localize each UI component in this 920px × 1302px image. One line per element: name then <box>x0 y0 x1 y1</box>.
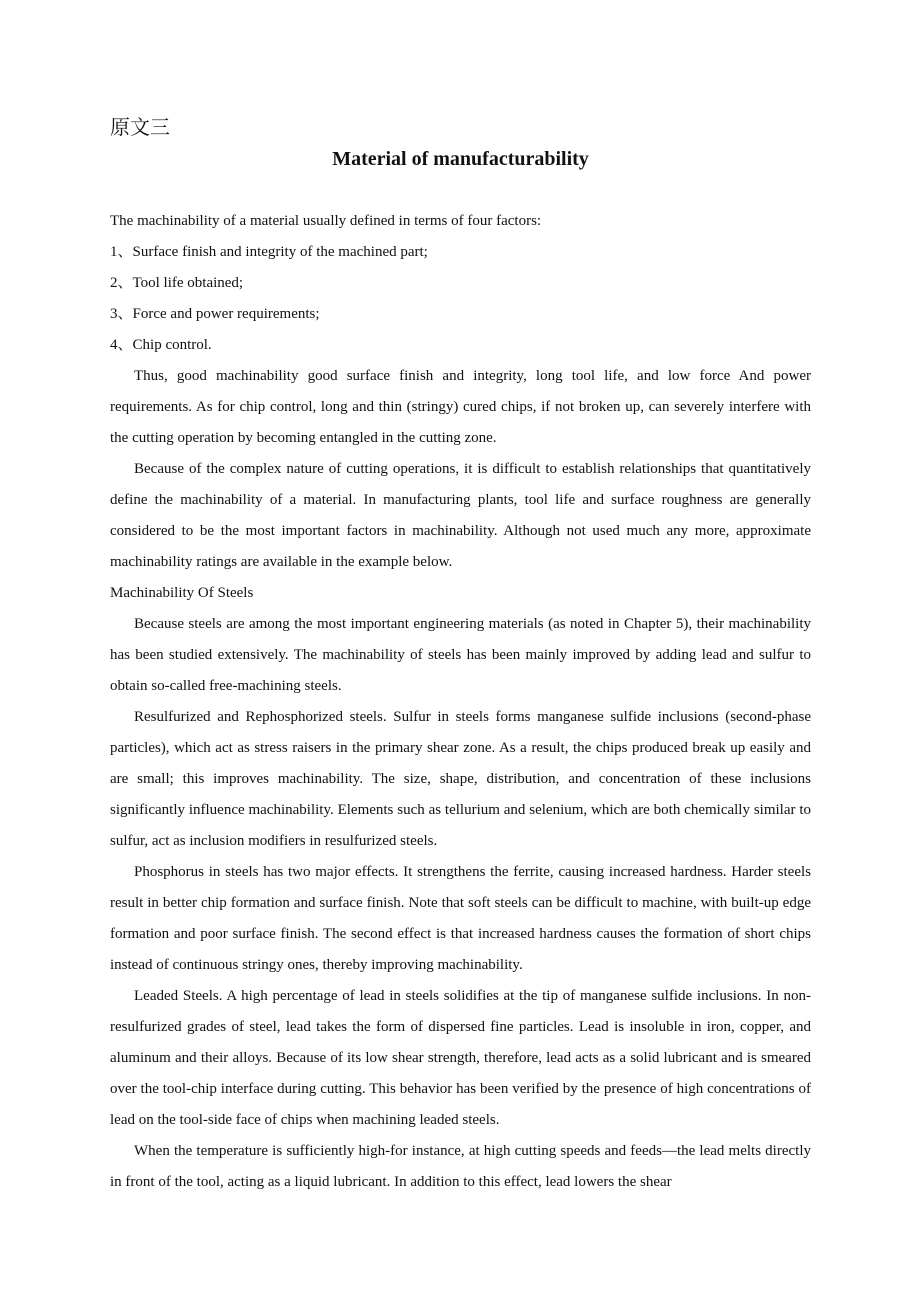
paragraph: Phosphorus in steels has two major effects. It strengthens the ferrite, causing increased hardness. Harder steels result in better chip formation and surface finish. Note that soft steels can be difficult to machine, with built-up edge formation and poor surface finish. The second effect is that increased hardness causes the formation of short chips instead of continuous stringy ones, thereby improving machinability. <box>110 864 811 973</box>
factor-text: Force and power requirements; <box>132 306 320 322</box>
paragraph: Leaded Steels. A high percentage of lead in steels solidifies at the tip of manganese sulfide inclusions. In non-resulfurized grades of steel, lead takes the form of dispersed fine particles. Lead is insoluble in iron, copper, and aluminum and their alloys. Because of its low shear strength, therefore, lead acts as a solid lubricant and is smeared over the tool-chip interface during cutting. This behavior has been verified by the presence of high concentrations of lead on the tool-side face of chips when machining leaded steels. <box>110 988 811 1128</box>
document-body <box>110 206 811 1198</box>
factor-item <box>110 330 811 361</box>
subheading: Machinability Of Steels <box>110 585 254 601</box>
intro-line: The machinability of a material usually defined in terms of four factors: <box>110 213 542 229</box>
paragraph: Thus, good machinability good surface finish and integrity, long tool life, and low force And power requirements. As for chip control, long and thin (stringy) cured chips, if not broken up, can severely interfere with the cutting operation by becoming entangled in the cutting zone. <box>110 368 811 446</box>
paragraph: Resulfurized and Rephosphorized steels. Sulfur in steels forms manganese sulfide inclusions (second-phase particles), which act as stress raisers in the primary shear zone. As a result, the chips produced break up easily and are small; this improves machinability. The size, shape, distribution, and concentration of these inclusions significantly influence machinability. Elements such as tellurium and selenium, which are both chemically similar to sulfur, act as inclusion modifiers in resulfurized steels. <box>110 709 811 849</box>
page-title: Material of manufacturability <box>332 148 589 170</box>
factor-text: Surface finish and integrity of the machined part; <box>132 244 428 260</box>
factor-item <box>110 299 811 330</box>
paragraph: When the temperature is sufficiently high-for instance, at high cutting speeds and feeds—the lead melts directly in front of the tool, acting as a liquid lubricant. In addition to this effect, lead lowers the shear <box>110 1143 811 1190</box>
section-label: 原文三 <box>110 115 170 139</box>
paragraph: Because steels are among the most important engineering materials (as noted in Chapter 5), their machinability has been studied extensively. The machinability of steels has been mainly improved by adding lead and sulfur to obtain so-called free-machining steels. <box>110 616 811 694</box>
factor-number: 2、 <box>110 275 133 291</box>
factor-number: 3、 <box>110 306 133 322</box>
paragraph: Because of the complex nature of cutting operations, it is difficult to establish relationships that quantitatively define the machinability of a material. In manufacturing plants, tool life and surface roughness are generally considered to be the most important factors in machinability. Although not used much any more, approximate machinability ratings are available in the example below. <box>110 461 811 570</box>
factor-number: 1、 <box>110 244 133 260</box>
factor-number: 4、 <box>110 337 133 353</box>
factor-item <box>110 237 811 268</box>
factor-text: Tool life obtained; <box>132 275 244 291</box>
factor-text: Chip control. <box>132 337 212 353</box>
factor-item <box>110 268 811 299</box>
